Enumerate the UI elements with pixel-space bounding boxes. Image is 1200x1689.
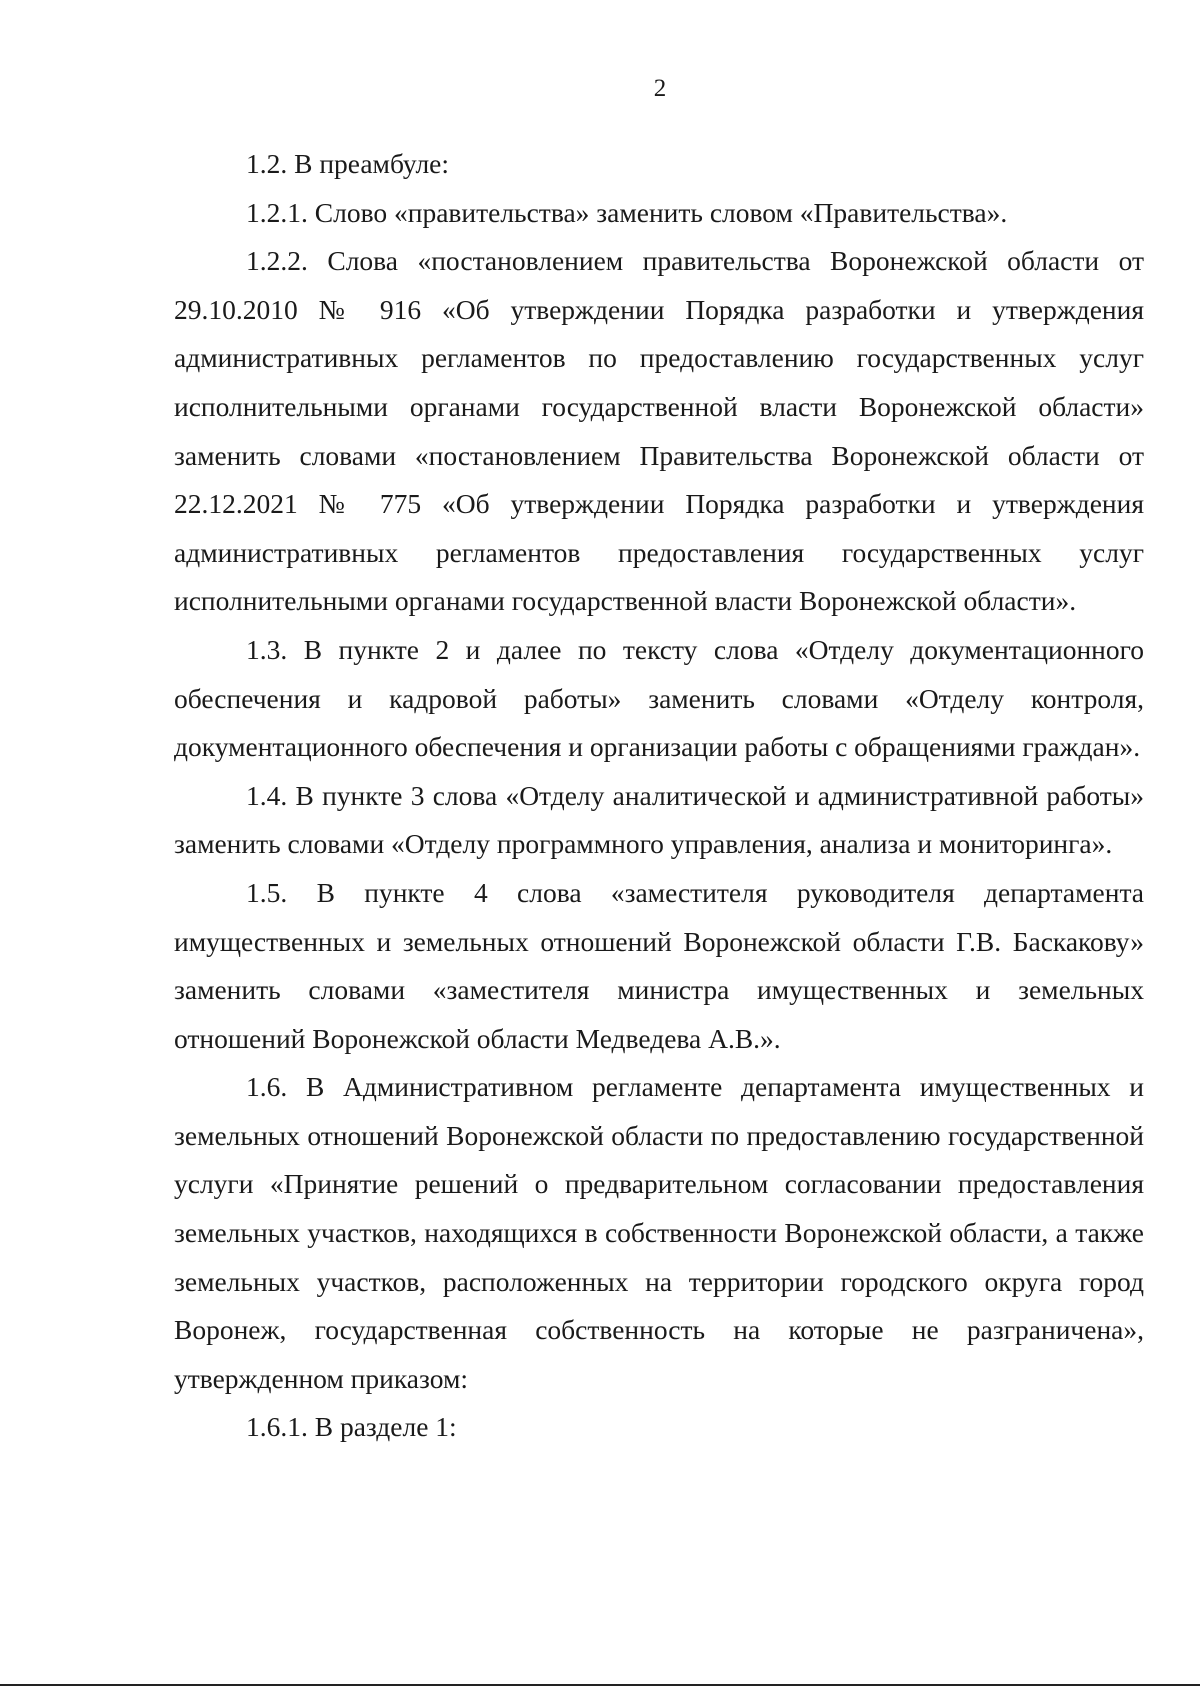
paragraph-1-2: 1.2. В преамбуле: <box>246 148 450 179</box>
paragraph-1-4: 1.4. В пункте 3 слова «Отделу аналитической и административной работы» заменить словами «Отделу программного управления, анализа и мониторинга». <box>174 779 1144 860</box>
bottom-divider <box>0 1684 1200 1686</box>
page-number: 2 <box>653 75 667 102</box>
paragraph-1-2-2: 1.2.2. Слова «постановлением правительства Воронежской области от 29.10.2010 № 916 «Об утверждении Порядка разработки и утверждения административных регламентов по предоставлению государственных услуг исполнительными органами государственной власти Воронежской области» заменить словами «постановлением Правительства Воронежской области от 22.12.2021 № 775 «Об утверждении Порядка разработки и утверждения административных регламентов предоставления государственных услуг исполнительными органами государственной власти Воронежской области». <box>174 245 1144 617</box>
document-body <box>174 140 1144 1452</box>
paragraph-1-5: 1.5. В пункте 4 слова «заместителя руководителя департамента имущественных и земельных отношений Воронежской области Г.В. Баскакову» заменить словами «заместителя министра имущественных и земельных отношений Воронежской области Медведева А.В.». <box>174 876 1144 1054</box>
paragraph-1-3: 1.3. В пункте 2 и далее по тексту слова «Отделу документационного обеспечения и кадровой работы» заменить словами «Отделу контроля, документационного обеспечения и организации работы с обращениями граждан». <box>174 633 1144 763</box>
paragraph-1-2-1: 1.2.1. Слово «правительства» заменить словом «Правительства». <box>246 196 1008 228</box>
paragraph-1-6-1: 1.6.1. В разделе 1: <box>246 1411 457 1443</box>
paragraph-1-6: 1.6. В Административном регламенте департамента имущественных и земельных отношений Воронежской области по предоставлению государственной услуги «Принятие решений о предварительном согласовании предоставления земельных участков, находящихся в собственности Воронежской области, а также земельных участков, расположенных на территории городского округа город Воронеж, государственная собственность на которые не разграничена», утвержденном приказом: <box>174 1071 1144 1394</box>
